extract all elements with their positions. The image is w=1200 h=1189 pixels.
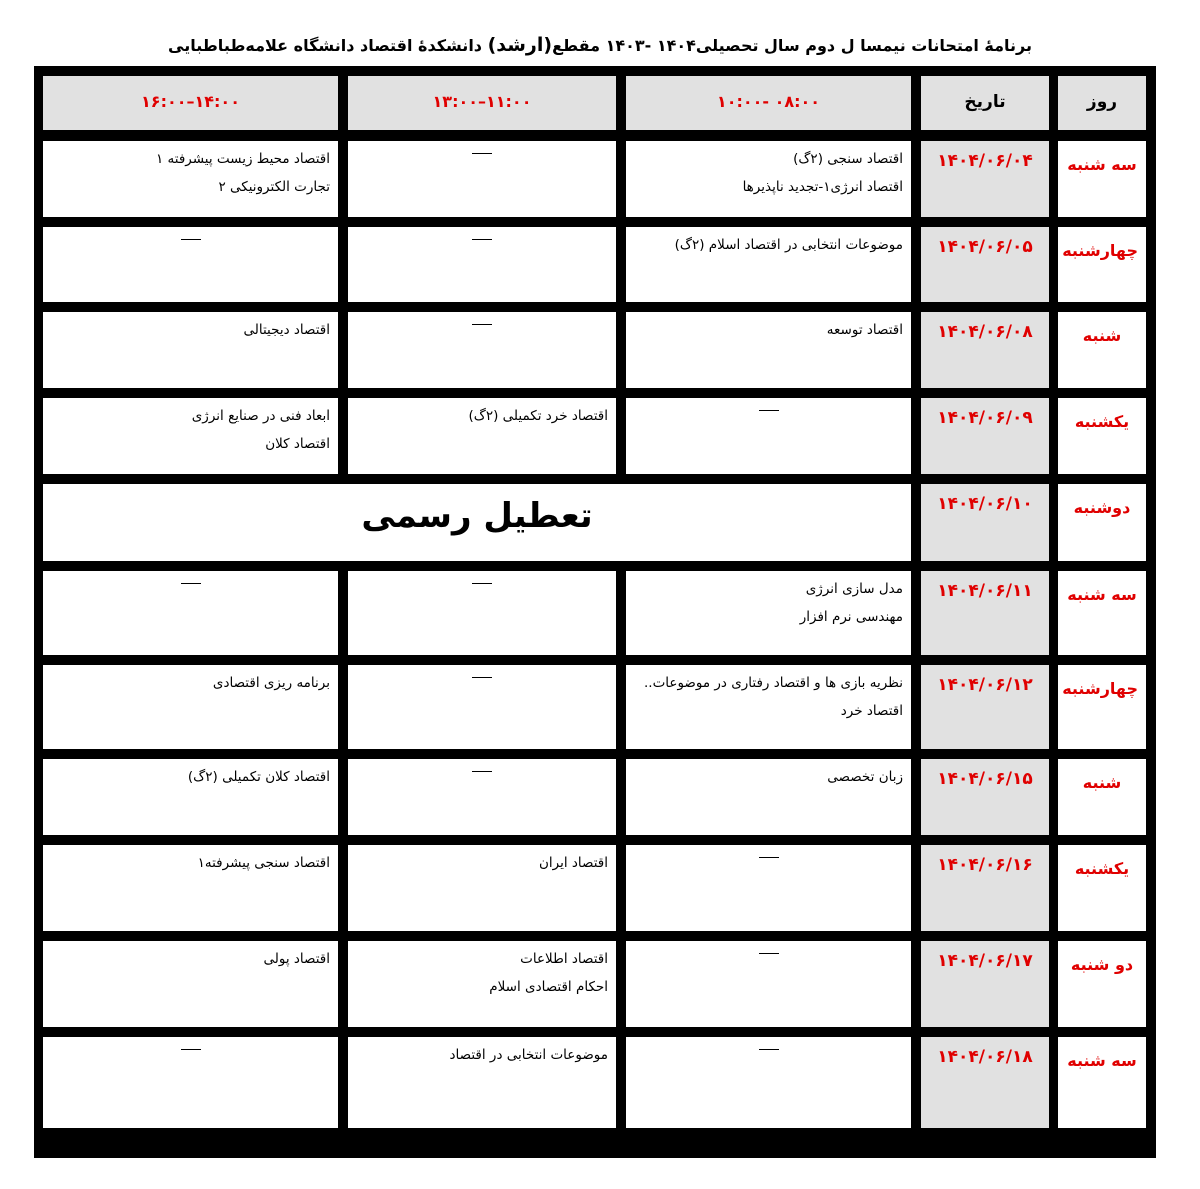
course-name: اقتصاد خرد [840,703,903,719]
date-label: ۱۴۰۴/۰۶/۱۲ [937,675,1033,695]
course-name: اقتصاد سنجی (۲گ) [793,151,903,167]
header-day [1058,76,1146,130]
slot-cell-1 [626,141,911,217]
day-label: یکشنبه [1074,412,1130,431]
day-cell [1058,141,1146,217]
date-cell [921,484,1049,561]
empty-dash [472,583,492,584]
course-name: اقتصاد توسعه [826,322,903,338]
day-cell [1058,665,1146,749]
day-label: شنبه [1082,773,1122,792]
course-name: اقتصاد دیجیتالی [243,322,330,338]
header-date [921,76,1049,130]
day-cell [1058,845,1146,931]
slot-cell-1 [626,1037,911,1128]
date-label: ۱۴۰۴/۰۶/۰۴ [937,151,1033,171]
empty-dash [472,153,492,154]
empty-dash [181,239,201,240]
empty-dash [759,410,779,411]
slot-cell-2 [348,1037,616,1128]
course-name: اقتصاد پولی [263,951,330,967]
day-label: یکشنبه [1074,859,1130,878]
day-cell [1058,759,1146,835]
course-name: مدل سازی انرژی [805,581,903,597]
course-name: اقتصاد کلان [265,436,330,452]
header-slot-label: ۰۸:۰۰ -۱۰:۰۰ [716,92,821,111]
date-cell [921,941,1049,1027]
empty-dash [759,953,779,954]
slot-cell-3 [43,759,338,835]
empty-dash [759,857,779,858]
day-cell [1058,227,1146,302]
day-label: سه شنبه [1067,1051,1137,1070]
course-name: تجارت الکترونیکی ۲ [218,179,330,195]
course-name: موضوعات انتخابی در اقتصاد [449,1047,608,1063]
date-cell [921,845,1049,931]
day-label: شنبه [1082,326,1122,345]
slot-cell-1 [626,759,911,835]
date-cell [921,571,1049,655]
day-cell [1058,1037,1146,1128]
date-cell [921,227,1049,302]
day-cell [1058,571,1146,655]
holiday-label: تعطیل رسمی [361,496,593,536]
empty-dash [759,1049,779,1050]
header-slot-label: ۱۴:۰۰–۱۶:۰۰ [141,92,240,111]
empty-dash [472,239,492,240]
header-day-label: روز [1086,92,1118,112]
day-label: چهارشنبه [1062,679,1138,698]
empty-dash [181,1049,201,1050]
empty-dash [472,677,492,678]
day-label: سه شنبه [1067,585,1137,604]
date-cell [921,398,1049,474]
slot-cell-2 [348,227,616,302]
date-label: ۱۴۰۴/۰۶/۱۱ [937,581,1033,601]
slot-cell-2 [348,398,616,474]
date-label: ۱۴۰۴/۰۶/۱۰ [937,494,1033,514]
course-name: اقتصاد ایران [538,855,608,871]
day-label: چهارشنبه [1062,241,1138,260]
slot-cell-3 [43,571,338,655]
course-name: احکام اقتصادی اسلام [489,979,608,995]
date-label: ۱۴۰۴/۰۶/۱۶ [937,855,1033,875]
slot-cell-1 [626,665,911,749]
slot-cell-3 [43,398,338,474]
date-cell [921,141,1049,217]
slot-cell-3 [43,845,338,931]
slot-cell-3 [43,665,338,749]
course-name: زبان تخصصی [827,769,903,785]
slot-cell-2 [348,941,616,1027]
day-cell [1058,398,1146,474]
slot-cell-3 [43,141,338,217]
date-cell [921,759,1049,835]
date-label: ۱۴۰۴/۰۶/۰۵ [937,237,1033,257]
slot-cell-1 [626,845,911,931]
date-label: ۱۴۰۴/۰۶/۱۷ [937,951,1033,971]
date-cell [921,312,1049,388]
empty-dash [472,324,492,325]
empty-dash [472,771,492,772]
slot-cell-2 [348,759,616,835]
course-name: برنامه ریزی اقتصادی [212,675,330,691]
empty-dash [181,583,201,584]
slot-cell-2 [348,571,616,655]
slot-cell-2 [348,845,616,931]
slot-cell-1 [626,941,911,1027]
slot-cell-2 [348,665,616,749]
day-label: دو شنبه [1070,955,1134,974]
slot-cell-2 [348,141,616,217]
slot-cell-2 [348,312,616,388]
slot-cell-1 [626,312,911,388]
date-label: ۱۴۰۴/۰۶/۰۸ [937,322,1033,342]
course-name: ابعاد فنی در صنایع انرژی [191,408,330,424]
header-slot-label: ۱۱:۰۰–۱۳:۰۰ [432,92,532,111]
day-label: دوشنبه [1073,498,1131,517]
exam-schedule-table [34,66,1156,1158]
date-label: ۱۴۰۴/۰۶/۰۹ [937,408,1033,428]
course-name: اقتصاد محیط زیست پیشرفته ۱ [155,151,330,167]
course-name: اقتصاد اطلاعات [520,951,608,967]
day-cell [1058,941,1146,1027]
course-name: مهندسی نرم افزار [799,609,903,625]
slot-cell-1 [626,227,911,302]
slot-cell-1 [626,398,911,474]
course-name: اقتصاد کلان تکمیلی (۲گ) [187,769,330,785]
date-cell [921,1037,1049,1128]
holiday-cell [43,484,911,561]
date-cell [921,665,1049,749]
course-name: نظریه بازی ها و اقتصاد رفتاری در موضوعات.. [643,675,903,691]
header-slot-3 [43,76,338,130]
date-label: ۱۴۰۴/۰۶/۱۸ [937,1047,1033,1067]
slot-cell-1 [626,571,911,655]
slot-cell-3 [43,227,338,302]
header-date-label: تاریخ [964,92,1006,112]
slot-cell-3 [43,312,338,388]
course-name: اقتصاد خرد تکمیلی (۲گ) [468,408,608,424]
header-slot-1 [626,76,911,130]
header-slot-2 [348,76,616,130]
course-name: اقتصاد انرژی۱-تجدید ناپذیرها [742,179,903,195]
course-name: موضوعات انتخابی در اقتصاد اسلام (۲گ) [674,237,903,253]
day-cell [1058,312,1146,388]
date-label: ۱۴۰۴/۰۶/۱۵ [937,769,1033,789]
slot-cell-3 [43,941,338,1027]
day-label: سه شنبه [1067,155,1137,174]
page-title: برنامهٔ امتحانات نیمسا ل دوم سال تحصیلی۱۴۰۴ -۱۴۰۳ مقطع(ارشد) دانشکدهٔ اقتصاد دانشگاه علامه‌طباطبایی [168,34,1032,56]
slot-cell-3 [43,1037,338,1128]
day-cell [1058,484,1146,561]
course-name: اقتصاد سنجی پیشرفته۱ [197,855,330,871]
